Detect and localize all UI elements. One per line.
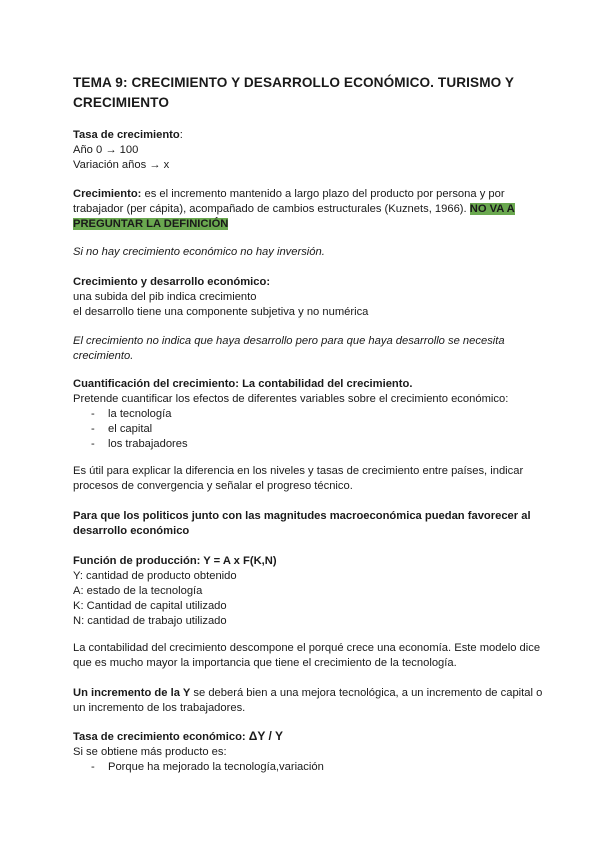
desarrollo-section [73,275,543,320]
funcion-heading: Función de producción: Y = A x F(K,N) [73,555,277,567]
tasa-economico-heading: Tasa de crecimiento económico: [73,731,249,743]
inversion-note: Si no hay crecimiento económico no hay inversión. [73,246,325,258]
bullet-dash: - [91,438,95,450]
tasa-heading-line [73,128,543,143]
incremento-text: se deberá bien a una mejora tecnológica, a un incremento de capital o un incremento de los trabajadores. [73,687,543,714]
desarrollo-line-2: el desarrollo tiene una componente subjetiva y no numérica [73,306,369,318]
list-item-text: la tecnología [108,408,172,420]
bullet-dash: - [91,408,95,420]
tasa-line-2: Variación años → x [73,159,170,171]
crecimiento-term: Crecimiento: [73,188,142,200]
crecimiento-text: es el incremento mantenido a largo plazo del producto por persona y por trabajador (per cápita), acompañado de cambios estructurales (Kuznets, 1966). [73,188,505,215]
page-title: TEMA 9: CRECIMIENTO Y DESARROLLO ECONÓMICO. TURISMO Y CRECIMIENTO [73,75,514,110]
desarrollo-line-1: una subida del pib indica crecimiento [73,291,257,303]
list-item [73,437,543,452]
incremento-paragraph [73,686,543,716]
funcion-section [73,554,543,629]
tasa-section [73,128,543,173]
tasa-heading: Tasa de crecimiento [73,129,180,141]
politicos-paragraph: Para que los politicos junto con las magnitudes macroeconómica puedan favorecer al desarrollo económico [73,510,531,537]
cuantificacion-intro: Pretende cuantificar los efectos de diferentes variables sobre el crecimiento económico: [73,393,509,405]
desarrollo-note: El crecimiento no indica que haya desarrollo pero para que haya desarrollo se necesita crecimiento. [73,335,505,362]
tasa-economico-list [73,760,543,775]
list-item-text: el capital [108,423,153,435]
tasa-economico-formula: ΔY / Y [248,729,283,743]
funcion-line: K: Cantidad de capital utilizado [73,600,227,612]
util-paragraph: Es útil para explicar la diferencia en los niveles y tasas de crecimiento entre países, indicar procesos de convergencia y señalar el progreso técnico. [73,465,524,492]
tasa-heading-suffix: : [179,129,183,141]
list-item-text: Porque ha mejorado la tecnología,variación [108,761,324,773]
list-item [73,422,543,437]
crecimiento-definition [73,187,543,232]
bullet-dash: - [91,423,95,435]
contabilidad-paragraph: La contabilidad del crecimiento descompone el porqué crece una economía. Este modelo dice que es mucho mayor la importancia que tiene el crecimiento de la tecnología. [73,642,541,669]
list-item [73,407,543,422]
bullet-dash: - [91,761,95,773]
tasa-line-1: Año 0 → 100 [73,144,139,156]
cuantificacion-list [73,407,543,452]
cuantificacion-heading: Cuantificación del crecimiento: La contabilidad del crecimiento. [73,378,413,390]
incremento-bold: Un incremento de la Y [73,687,191,699]
funcion-line: A: estado de la tecnología [73,585,203,597]
desarrollo-heading: Crecimiento y desarrollo económico: [73,276,271,288]
cuantificacion-section [73,377,543,452]
highlight-note: NO VA A PREGUNTAR LA DEFINICIÓN [73,203,515,230]
tasa-economico-heading-line [73,729,543,745]
list-item-text: los trabajadores [108,438,188,450]
tasa-economico-line: Si se obtiene más producto es: [73,746,227,758]
funcion-line: N: cantidad de trabajo utilizado [73,615,227,627]
funcion-line: Y: cantidad de producto obtenido [73,570,237,582]
list-item [73,760,543,775]
tasa-economico-section [73,729,543,775]
